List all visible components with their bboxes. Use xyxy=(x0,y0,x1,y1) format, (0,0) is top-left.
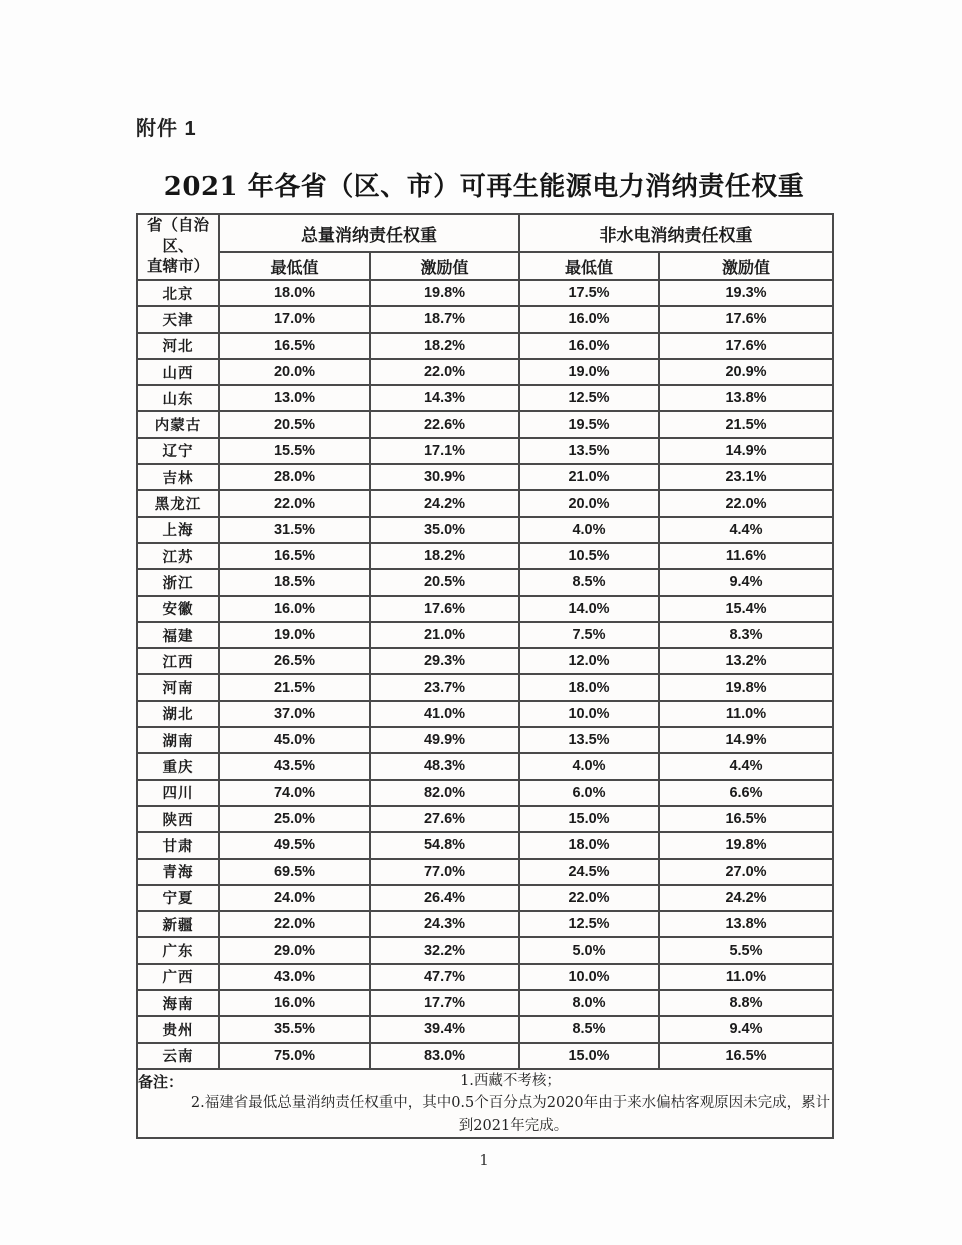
total-incentive-cell: 24.2% xyxy=(370,490,519,516)
total-min-cell: 17.0% xyxy=(219,306,370,332)
total-min-cell: 45.0% xyxy=(219,727,370,753)
total-incentive-cell: 20.5% xyxy=(370,569,519,595)
nonhydro-min-cell: 13.5% xyxy=(519,438,659,464)
total-min-cell: 16.5% xyxy=(219,543,370,569)
province-cell: 广东 xyxy=(137,937,219,963)
header-row-groups xyxy=(137,214,833,252)
province-cell: 云南 xyxy=(137,1043,219,1069)
total-incentive-cell: 49.9% xyxy=(370,727,519,753)
nonhydro-min-cell: 16.0% xyxy=(519,306,659,332)
table-row xyxy=(137,674,833,700)
total-incentive-cell: 19.8% xyxy=(370,280,519,306)
total-incentive-cell: 27.6% xyxy=(370,806,519,832)
table-row xyxy=(137,385,833,411)
total-incentive-cell: 18.2% xyxy=(370,543,519,569)
province-cell: 山西 xyxy=(137,359,219,385)
nonhydro-incentive-cell: 4.4% xyxy=(659,517,833,543)
total-min-cell: 16.5% xyxy=(219,333,370,359)
total-incentive-cell: 47.7% xyxy=(370,964,519,990)
nonhydro-incentive-cell: 22.0% xyxy=(659,490,833,516)
province-cell: 陕西 xyxy=(137,806,219,832)
total-min-cell: 43.0% xyxy=(219,964,370,990)
header-row-subcolumns xyxy=(137,252,833,280)
nonhydro-min-cell: 19.0% xyxy=(519,359,659,385)
note-cell xyxy=(137,1069,833,1138)
total-incentive-cell: 54.8% xyxy=(370,832,519,858)
table-row xyxy=(137,1016,833,1042)
nonhydro-min-cell: 10.0% xyxy=(519,701,659,727)
total-incentive-cell: 29.3% xyxy=(370,648,519,674)
province-cell: 黑龙江 xyxy=(137,490,219,516)
nonhydro-min-cell: 12.5% xyxy=(519,385,659,411)
nonhydro-incentive-cell: 8.8% xyxy=(659,990,833,1016)
total-min-cell: 24.0% xyxy=(219,885,370,911)
nonhydro-min-cell: 10.5% xyxy=(519,543,659,569)
nonhydro-incentive-cell: 20.9% xyxy=(659,359,833,385)
province-cell: 宁夏 xyxy=(137,885,219,911)
total-consumption-group-header: 总量消纳责任权重 xyxy=(219,214,519,252)
nonhydro-min-cell: 18.0% xyxy=(519,832,659,858)
province-cell: 广西 xyxy=(137,964,219,990)
province-cell: 新疆 xyxy=(137,911,219,937)
total-incentive-cell: 39.4% xyxy=(370,1016,519,1042)
province-cell: 吉林 xyxy=(137,464,219,490)
province-cell: 海南 xyxy=(137,990,219,1016)
table-row xyxy=(137,937,833,963)
nonhydro-min-cell: 6.0% xyxy=(519,780,659,806)
total-min-cell: 20.5% xyxy=(219,411,370,437)
nonhydro-min-cell: 13.5% xyxy=(519,727,659,753)
nonhydro-min-cell: 15.0% xyxy=(519,1043,659,1069)
total-min-header: 最低值 xyxy=(219,252,370,280)
table-row xyxy=(137,701,833,727)
total-min-cell: 15.5% xyxy=(219,438,370,464)
total-min-cell: 19.0% xyxy=(219,622,370,648)
note-wrap xyxy=(138,1070,832,1137)
total-incentive-cell: 41.0% xyxy=(370,701,519,727)
total-min-cell: 25.0% xyxy=(219,806,370,832)
total-min-cell: 22.0% xyxy=(219,490,370,516)
nonhydro-min-cell: 24.5% xyxy=(519,859,659,885)
nonhydro-min-cell: 4.0% xyxy=(519,517,659,543)
total-incentive-cell: 77.0% xyxy=(370,859,519,885)
nonhydro-min-cell: 8.0% xyxy=(519,990,659,1016)
province-cell: 福建 xyxy=(137,622,219,648)
nonhydro-incentive-cell: 27.0% xyxy=(659,859,833,885)
total-min-cell: 16.0% xyxy=(219,596,370,622)
note-item-2: 2.福建省最低总量消纳责任权重中，其中0.5个百分点为2020年由于来水偏枯客观原因未完成，累计到2021年完成。 xyxy=(190,1095,831,1134)
total-min-cell: 21.5% xyxy=(219,674,370,700)
nonhydro-min-cell: 7.5% xyxy=(519,622,659,648)
nonhydro-min-cell: 12.5% xyxy=(519,911,659,937)
nonhydro-incentive-header: 激励值 xyxy=(659,252,833,280)
total-incentive-cell: 82.0% xyxy=(370,780,519,806)
total-min-cell: 31.5% xyxy=(219,517,370,543)
table-row xyxy=(137,806,833,832)
total-min-cell: 49.5% xyxy=(219,832,370,858)
total-min-cell: 35.5% xyxy=(219,1016,370,1042)
nonhydro-incentive-cell: 6.6% xyxy=(659,780,833,806)
total-min-cell: 74.0% xyxy=(219,780,370,806)
total-min-cell: 75.0% xyxy=(219,1043,370,1069)
nonhydro-min-cell: 17.5% xyxy=(519,280,659,306)
province-cell: 安徽 xyxy=(137,596,219,622)
province-cell: 山东 xyxy=(137,385,219,411)
nonhydro-min-cell: 14.0% xyxy=(519,596,659,622)
nonhydro-incentive-cell: 17.6% xyxy=(659,333,833,359)
table-row xyxy=(137,859,833,885)
total-incentive-header: 激励值 xyxy=(370,252,519,280)
table-row xyxy=(137,727,833,753)
province-header-line1: 省（自治区、 xyxy=(146,216,209,255)
total-incentive-cell: 21.0% xyxy=(370,622,519,648)
nonhydro-incentive-cell: 11.6% xyxy=(659,543,833,569)
nonhydro-incentive-cell: 5.5% xyxy=(659,937,833,963)
province-cell: 甘肃 xyxy=(137,832,219,858)
table-row xyxy=(137,832,833,858)
nonhydro-min-cell: 21.0% xyxy=(519,464,659,490)
table-row xyxy=(137,1043,833,1069)
nonhydro-incentive-cell: 13.2% xyxy=(659,648,833,674)
province-cell: 辽宁 xyxy=(137,438,219,464)
total-incentive-cell: 18.7% xyxy=(370,306,519,332)
note-item-1: 1.西藏不考核； xyxy=(460,1072,561,1089)
table-row xyxy=(137,517,833,543)
province-cell: 贵州 xyxy=(137,1016,219,1042)
nonhydro-min-cell: 18.0% xyxy=(519,674,659,700)
table-row xyxy=(137,885,833,911)
province-cell: 青海 xyxy=(137,859,219,885)
table-row xyxy=(137,411,833,437)
attachment-label: 附件 1 xyxy=(136,118,197,140)
nonhydro-min-cell: 22.0% xyxy=(519,885,659,911)
nonhydro-incentive-cell: 14.9% xyxy=(659,438,833,464)
total-incentive-cell: 17.6% xyxy=(370,596,519,622)
nonhydro-incentive-cell: 4.4% xyxy=(659,753,833,779)
nonhydro-incentive-cell: 11.0% xyxy=(659,964,833,990)
province-cell: 四川 xyxy=(137,780,219,806)
nonhydro-incentive-cell: 21.5% xyxy=(659,411,833,437)
total-min-cell: 26.5% xyxy=(219,648,370,674)
table-row xyxy=(137,569,833,595)
table-row xyxy=(137,280,833,306)
total-incentive-cell: 24.3% xyxy=(370,911,519,937)
total-incentive-cell: 23.7% xyxy=(370,674,519,700)
nonhydro-incentive-cell: 13.8% xyxy=(659,911,833,937)
nonhydro-incentive-cell: 23.1% xyxy=(659,464,833,490)
table-row xyxy=(137,622,833,648)
province-header-line2: 直辖市） xyxy=(146,258,209,276)
table-row xyxy=(137,359,833,385)
total-min-cell: 13.0% xyxy=(219,385,370,411)
nonhydro-min-cell: 16.0% xyxy=(519,333,659,359)
nonhydro-incentive-cell: 19.3% xyxy=(659,280,833,306)
nonhydro-incentive-cell: 16.5% xyxy=(659,1043,833,1069)
table-row xyxy=(137,490,833,516)
total-min-cell: 18.0% xyxy=(219,280,370,306)
table-header xyxy=(137,214,833,280)
province-cell: 内蒙古 xyxy=(137,411,219,437)
province-column-header xyxy=(137,214,219,280)
total-min-cell: 16.0% xyxy=(219,990,370,1016)
total-incentive-cell: 14.3% xyxy=(370,385,519,411)
table-footer xyxy=(137,1069,833,1138)
total-incentive-cell: 30.9% xyxy=(370,464,519,490)
table-row xyxy=(137,964,833,990)
total-incentive-cell: 83.0% xyxy=(370,1043,519,1069)
note-label: 备注： xyxy=(138,1073,184,1091)
total-incentive-cell: 17.1% xyxy=(370,438,519,464)
table-row xyxy=(137,306,833,332)
total-min-cell: 29.0% xyxy=(219,937,370,963)
province-cell: 天津 xyxy=(137,306,219,332)
total-incentive-cell: 22.0% xyxy=(370,359,519,385)
total-min-cell: 37.0% xyxy=(219,701,370,727)
nonhydro-min-cell: 15.0% xyxy=(519,806,659,832)
nonhydro-min-cell: 8.5% xyxy=(519,569,659,595)
total-min-cell: 20.0% xyxy=(219,359,370,385)
nonhydro-min-cell: 10.0% xyxy=(519,964,659,990)
page-number: 1 xyxy=(479,1151,489,1170)
table-row xyxy=(137,596,833,622)
nonhydro-consumption-group-header: 非水电消纳责任权重 xyxy=(519,214,833,252)
nonhydro-incentive-cell: 19.8% xyxy=(659,674,833,700)
province-cell: 江苏 xyxy=(137,543,219,569)
province-cell: 浙江 xyxy=(137,569,219,595)
province-cell: 上海 xyxy=(137,517,219,543)
table-row xyxy=(137,333,833,359)
table-row xyxy=(137,464,833,490)
nonhydro-incentive-cell: 15.4% xyxy=(659,596,833,622)
nonhydro-min-cell: 12.0% xyxy=(519,648,659,674)
province-cell: 江西 xyxy=(137,648,219,674)
total-min-cell: 22.0% xyxy=(219,911,370,937)
province-cell: 河北 xyxy=(137,333,219,359)
nonhydro-incentive-cell: 24.2% xyxy=(659,885,833,911)
total-incentive-cell: 18.2% xyxy=(370,333,519,359)
nonhydro-incentive-cell: 11.0% xyxy=(659,701,833,727)
table-row xyxy=(137,780,833,806)
table-body xyxy=(137,280,833,1069)
nonhydro-incentive-cell: 17.6% xyxy=(659,306,833,332)
total-min-cell: 43.5% xyxy=(219,753,370,779)
province-cell: 湖北 xyxy=(137,701,219,727)
province-cell: 北京 xyxy=(137,280,219,306)
table-row xyxy=(137,543,833,569)
total-min-cell: 69.5% xyxy=(219,859,370,885)
table-row xyxy=(137,648,833,674)
province-cell: 重庆 xyxy=(137,753,219,779)
total-incentive-cell: 48.3% xyxy=(370,753,519,779)
nonhydro-min-cell: 4.0% xyxy=(519,753,659,779)
table-row xyxy=(137,753,833,779)
total-incentive-cell: 17.7% xyxy=(370,990,519,1016)
province-cell: 河南 xyxy=(137,674,219,700)
total-incentive-cell: 32.2% xyxy=(370,937,519,963)
nonhydro-min-cell: 20.0% xyxy=(519,490,659,516)
note-items xyxy=(183,1070,832,1137)
total-incentive-cell: 35.0% xyxy=(370,517,519,543)
table-row xyxy=(137,911,833,937)
total-incentive-cell: 26.4% xyxy=(370,885,519,911)
page-title: 2021 年各省（区、市）可再生能源电力消纳责任权重 xyxy=(163,172,805,202)
consumption-weights-table xyxy=(136,213,834,1139)
total-incentive-cell: 22.6% xyxy=(370,411,519,437)
table-row xyxy=(137,990,833,1016)
table-row xyxy=(137,438,833,464)
nonhydro-incentive-cell: 16.5% xyxy=(659,806,833,832)
province-cell: 湖南 xyxy=(137,727,219,753)
total-min-cell: 18.5% xyxy=(219,569,370,595)
nonhydro-incentive-cell: 13.8% xyxy=(659,385,833,411)
nonhydro-min-cell: 8.5% xyxy=(519,1016,659,1042)
nonhydro-incentive-cell: 19.8% xyxy=(659,832,833,858)
nonhydro-incentive-cell: 14.9% xyxy=(659,727,833,753)
nonhydro-incentive-cell: 9.4% xyxy=(659,569,833,595)
nonhydro-incentive-cell: 8.3% xyxy=(659,622,833,648)
nonhydro-min-cell: 5.0% xyxy=(519,937,659,963)
total-min-cell: 28.0% xyxy=(219,464,370,490)
nonhydro-min-cell: 19.5% xyxy=(519,411,659,437)
note-row xyxy=(137,1069,833,1138)
nonhydro-min-header: 最低值 xyxy=(519,252,659,280)
nonhydro-incentive-cell: 9.4% xyxy=(659,1016,833,1042)
